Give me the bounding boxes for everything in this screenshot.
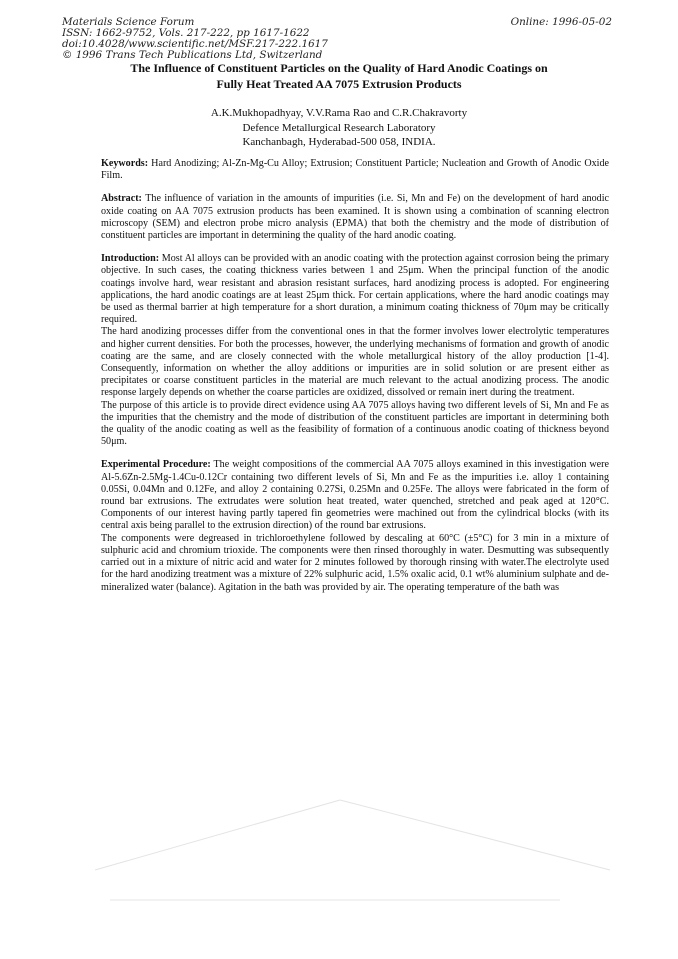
- journal-name: Materials Science Forum: [62, 16, 195, 28]
- publication-header: [62, 17, 328, 61]
- paper-title: [62, 61, 616, 92]
- affiliation-line-1: Defence Metallurgical Research Laboratory: [242, 121, 436, 134]
- introduction-label: Introduction:: [101, 253, 160, 265]
- keywords-paragraph: [101, 158, 609, 182]
- paper-body: [101, 158, 609, 594]
- experimental-paragraph-2: The components were degreased in trichloroethylene followed by descaling at 60°C (±5°C) for 3 min in a mixture of sulphuric acid and chromium trioxide. The components were then rinsed thoroughly in water. Desmutting was subsequently carried out in a mixture of nitric acid and water for 2 minutes followed by thorough rinsing with water.The electrolyte used for the hard anodizing treatment was a mixture of 22% sulphuric acid, 1.5% oxalic acid, 0.1 wt% aluminium sulphate and de-mineralized water (balance). Agitation in the bath was provided by air. The operating temperature of the bath was: [101, 532, 609, 593]
- author-names: A.K.Mukhopadhyay, V.V.Rama Rao and C.R.Chakravorty: [210, 107, 468, 119]
- title-line-2: Fully Heat Treated AA 7075 Extrusion Products: [216, 76, 462, 91]
- online-date: Online: 1996-05-02: [510, 16, 612, 28]
- experimental-text-1: The weight compositions of the commercial AA 7075 alloys examined in this investigation were Al-5.6Zn-2.5Mg-1.4Cu-0.12Cr containing two different levels of Si, Mn and Fe as the impurities i.e. alloy 1 containing 0.05Si, 0.04Mn and 0.12Fe, and alloy 2 containing 0.27Si, 0.25Mn and 0.25Fe. The alloys were fabricated in the form of round bar extrusions. The extrudates were solution heat treated, water quenched, stretched and peak aged at 120°C. Components of our interest having partly tapered fin geometries were machined out from the cylindrical blocks (with its central axis being parallel to the extrusion direction) of the round bar extrusions.: [101, 459, 609, 532]
- experimental-label: Experimental Procedure:: [101, 459, 211, 471]
- author-block: [62, 106, 616, 150]
- introduction-text-1: Most Al alloys can be provided with an anodic coating with the protection against corrosion being the primary objective. In such cases, the coating thickness varies between 1 and 25μm. When the principal function of the anodic coatings involve hard, wear resistant and abrasion resistant surfaces, hard anodizing process is adopted. For engineering applications, the hard anodic coatings are at least 25μm thick. For certain applications, where the hard anodic coatings may be used as thermal barrier at high temperature for a short duration, a minimum coating thickness of 70μm may be critically required.: [101, 253, 609, 326]
- abstract-label: Abstract:: [101, 193, 142, 205]
- keywords-label: Keywords:: [101, 158, 149, 169]
- abstract-paragraph: [101, 193, 609, 242]
- doi-link[interactable]: doi:10.4028/www.scientific.net/MSF.217-222.1617: [62, 38, 328, 50]
- copyright-line: © 1996 Trans Tech Publications Ltd, Switzerland: [62, 49, 323, 61]
- abstract-text: The influence of variation in the amounts of impurities (i.e. Si, Mn and Fe) on the development of hard anodic oxide coating on AA 7075 extrusion products has been examined. It is shown using a combination of scanning electron microscopy (SEM) and electron probe micro analysis (EPMA) that both the chemistry and the mode of distribution of constituent particles are important in determining the quality of the hard anodic coating.: [101, 193, 609, 242]
- title-line-1: The Influence of Constituent Particles on the Quality of Hard Anodic Coatings on: [130, 61, 548, 75]
- experimental-paragraph-1: [101, 459, 609, 532]
- introduction-paragraph-1: [101, 253, 609, 326]
- affiliation-line-2: Kanchanbagh, Hyderabad-500 058, INDIA.: [242, 136, 436, 148]
- introduction-paragraph-3: The purpose of this article is to provide direct evidence using AA 7075 alloys having two different levels of Si, Mn and Fe as the impurities that the chemistry and the mode of distribution of the constituent particles are important in determining both the quality of the anodic coating as well as the feasibility of formation of a continuous anodic coating of thickness beyond 50μm.: [101, 399, 609, 448]
- introduction-paragraph-2: The hard anodizing processes differ from the conventional ones in that the former involves lower electrolytic temperatures and higher current densities. For both the processes, however, the underlying mechanisms of formation and growth of anodic coating are the same, and are closely connected with the whole metallurgical history of the alloy production [1-4]. Consequently, information on whether the alloy additions or impurities are in solid solution or are present either as precipitates or coarse constituent particles in the material are much relevant to the actual anodizing process. The anodic response largely depends on whether the coarse particles are oxidized, dissolved or remain inert during the treatment.: [101, 326, 609, 399]
- issn-line: ISSN: 1662-9752, Vols. 217-222, pp 1617-1622: [62, 27, 310, 39]
- keywords-text: Hard Anodizing; Al-Zn-Mg-Cu Alloy; Extrusion; Constituent Particle; Nucleation and Growth of Anodic Oxide Film.: [101, 158, 609, 182]
